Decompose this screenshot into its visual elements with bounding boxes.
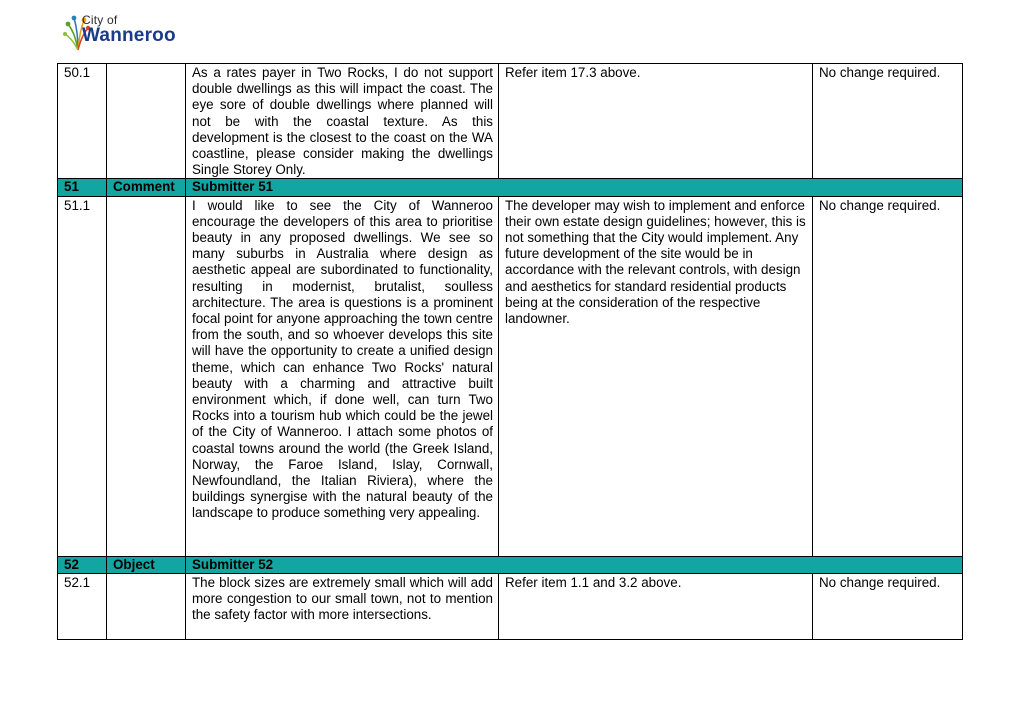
table-row <box>58 196 963 556</box>
table-row <box>58 573 963 639</box>
submitter-category: Object <box>107 556 186 573</box>
outcome-text: No change required. <box>813 196 963 556</box>
outcome-text: No change required. <box>813 573 963 639</box>
submitter-header-row <box>58 179 963 196</box>
logo-wanneroo: Wanneroo <box>82 25 176 46</box>
submitter-number: 51 <box>58 179 107 196</box>
submitter-label: Submitter 51 <box>186 179 963 196</box>
submitter-header-row <box>58 556 963 573</box>
item-category <box>107 573 186 639</box>
submitter-number: 52 <box>58 556 107 573</box>
submitter-label: Submitter 52 <box>186 556 963 573</box>
submission-text: As a rates payer in Two Rocks, I do not support double dwellings as this will impact the coast. The eye sore of double dwellings where planned will not be with the coastal texture. As this development is the closest to the coast on the WA coastline, please consider making the dwellings Single Storey Only. <box>186 64 499 179</box>
submission-text: I would like to see the City of Wanneroo encourage the developers of this area to prioritise beauty in any proposed dwellings. We see so many suburbs in Australia where design as aesthetic appeal are subordinated to functionality, resulting in modernist, brutalist, soulless architecture. The area is questions is a prominent focal point for anyone approaching the town centre from the south, and so whoever develops this site will have the opportunity to create a unified design theme, which can enhance Two Rocks' natural beauty with a charming and attractive built environment which, if done well, can turn Two Rocks into a tourism hub which could be the jewel of the City of Wanneroo. I attach some photos of coastal towns around the world (the Greek Island, Norway, the Faroe Island, Islay, Cornwall, Newfoundland, the Italian Riviera), where the buildings synergise with the natural beauty of the landscape to produce something very appealing. <box>186 196 499 556</box>
item-category <box>107 64 186 179</box>
outcome-text: No change required. <box>813 64 963 179</box>
submission-text: The block sizes are extremely small which will add more congestion to our small town, not to mention the safety factor with more intersections. <box>186 573 499 639</box>
response-text: Refer item 17.3 above. <box>499 64 813 179</box>
submissions-table <box>57 63 963 640</box>
logo-city-of: City of <box>82 13 118 27</box>
table-row <box>58 64 963 179</box>
item-category <box>107 196 186 556</box>
response-text: Refer item 1.1 and 3.2 above. <box>499 573 813 639</box>
item-id: 52.1 <box>58 573 107 639</box>
item-id: 50.1 <box>58 64 107 179</box>
submitter-category: Comment <box>107 179 186 196</box>
response-text: The developer may wish to implement and enforce their own estate design guidelines; however, this is not something that the City would implement. Any future development of the site would be in accordance with the relevant controls, with design and aesthetics for standard residential products being at the consideration of the respective landowner. <box>499 196 813 556</box>
item-id: 51.1 <box>58 196 107 556</box>
